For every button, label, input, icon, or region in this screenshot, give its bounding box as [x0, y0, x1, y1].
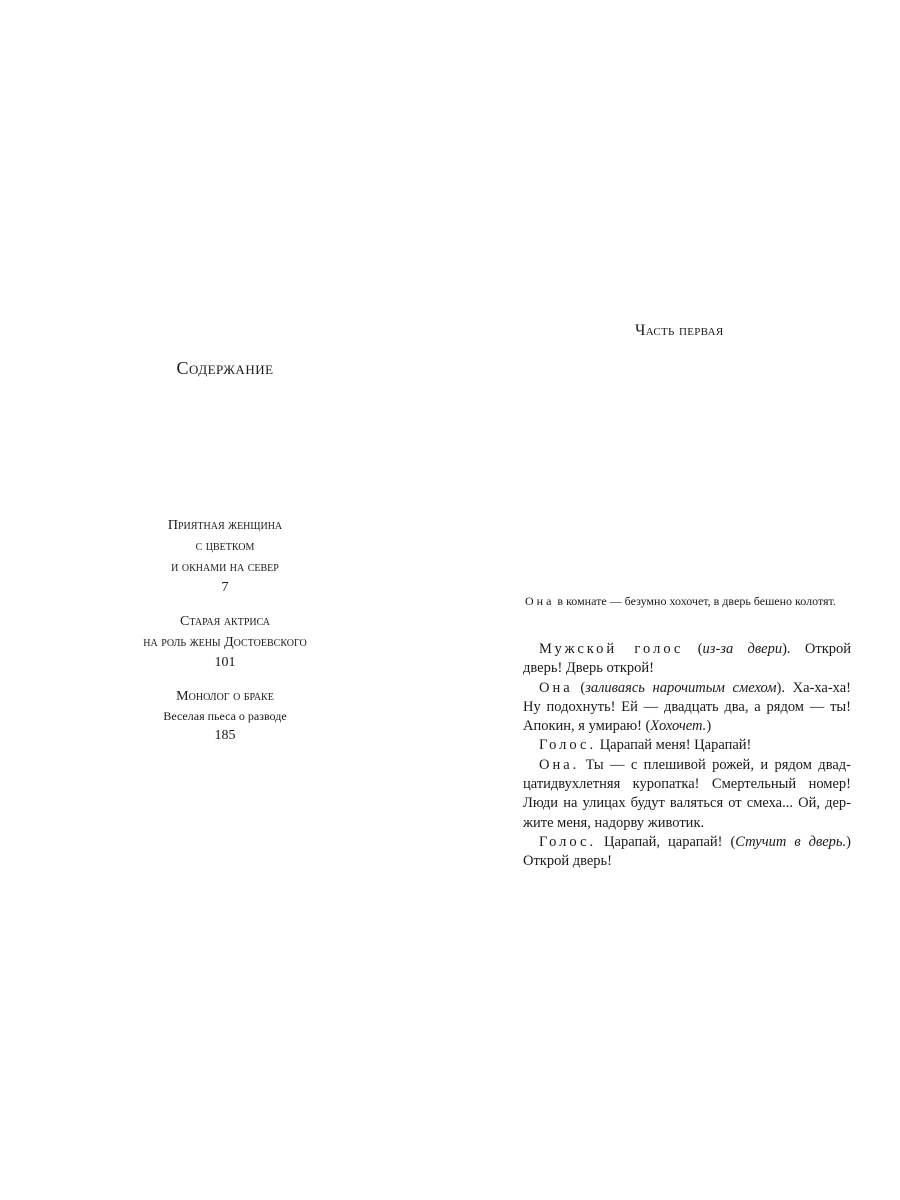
toc-entry-page-number: 101 [214, 655, 236, 670]
stage-direction-text: в комнате — безумно хохочет, в дверь бешено колотят. [554, 594, 836, 608]
toc-list [0, 515, 450, 759]
toc-entry[interactable] [0, 686, 450, 745]
stage-remark: из-за двери [702, 641, 783, 657]
part-title: Часть первая [635, 322, 724, 339]
speaker-name: Голос. [539, 737, 597, 754]
speaker-name: Она [539, 679, 573, 696]
dialogue-text: ( [683, 641, 703, 657]
speaker-name: Мужской голос [539, 641, 684, 657]
dialogue-text: Царапай, царапай! ( [596, 833, 736, 850]
toc-entry-title-line: Приятная женщина [167, 518, 283, 533]
dialogue-line [523, 679, 851, 737]
toc-entry[interactable] [0, 515, 450, 597]
toc-entry-page-number: 185 [214, 728, 236, 743]
speaker-name: Голос. [539, 833, 597, 850]
stage-remark: Стучит в дверь. [735, 833, 847, 850]
speaker-name: Она. [539, 756, 580, 773]
toc-entry-page-number: 7 [221, 580, 229, 595]
dialogue-line [523, 640, 851, 679]
stage-remark: заливаясь нарочитым смехом [585, 679, 777, 696]
right-page [450, 0, 900, 1200]
dialogue-line [523, 833, 851, 872]
dialogue-text: Ты — с плешивой рожей, и рядом двадцатидвухлетняя куропатка! Смертельный номер! Люди на улицах будут валяться от смеха... Ой, держите меня, надорву животик. [523, 756, 851, 831]
dialogue-text: ( [572, 679, 586, 696]
stage-direction-speaker: Она [525, 594, 555, 608]
dialogue [523, 640, 851, 872]
dialogue-text: ). Ха-ха-ха! Ну подохнуть! Ей — двадцать два, а рядом — ты! Апокин, я умираю! ( [523, 679, 851, 735]
toc-entry-title-line: с цветком [195, 539, 255, 554]
toc-entry-title-line: на роль жены Достоевского [143, 635, 307, 650]
toc-entry-title-line: и окнами на север [171, 560, 279, 575]
toc-heading: Содержание [176, 358, 274, 378]
dialogue-line [523, 756, 851, 833]
toc-entry-title-line: Старая актриса [179, 614, 271, 629]
toc-entry-title-line: Монолог о браке [176, 689, 274, 704]
dialogue-line [523, 736, 851, 755]
stage-direction [525, 592, 850, 611]
dialogue-text: ) [706, 718, 712, 735]
stage-remark: Хохочет. [650, 718, 707, 735]
toc-entry-subtitle: Веселая пьеса о разводе [163, 709, 287, 723]
dialogue-text: ). Открой дверь! Дверь открой! [523, 641, 851, 677]
toc-entry[interactable] [0, 611, 450, 672]
dialogue-text: Царапай меня! Царапай! [596, 737, 752, 754]
dialogue-text: ) Открой дверь! [523, 833, 851, 870]
